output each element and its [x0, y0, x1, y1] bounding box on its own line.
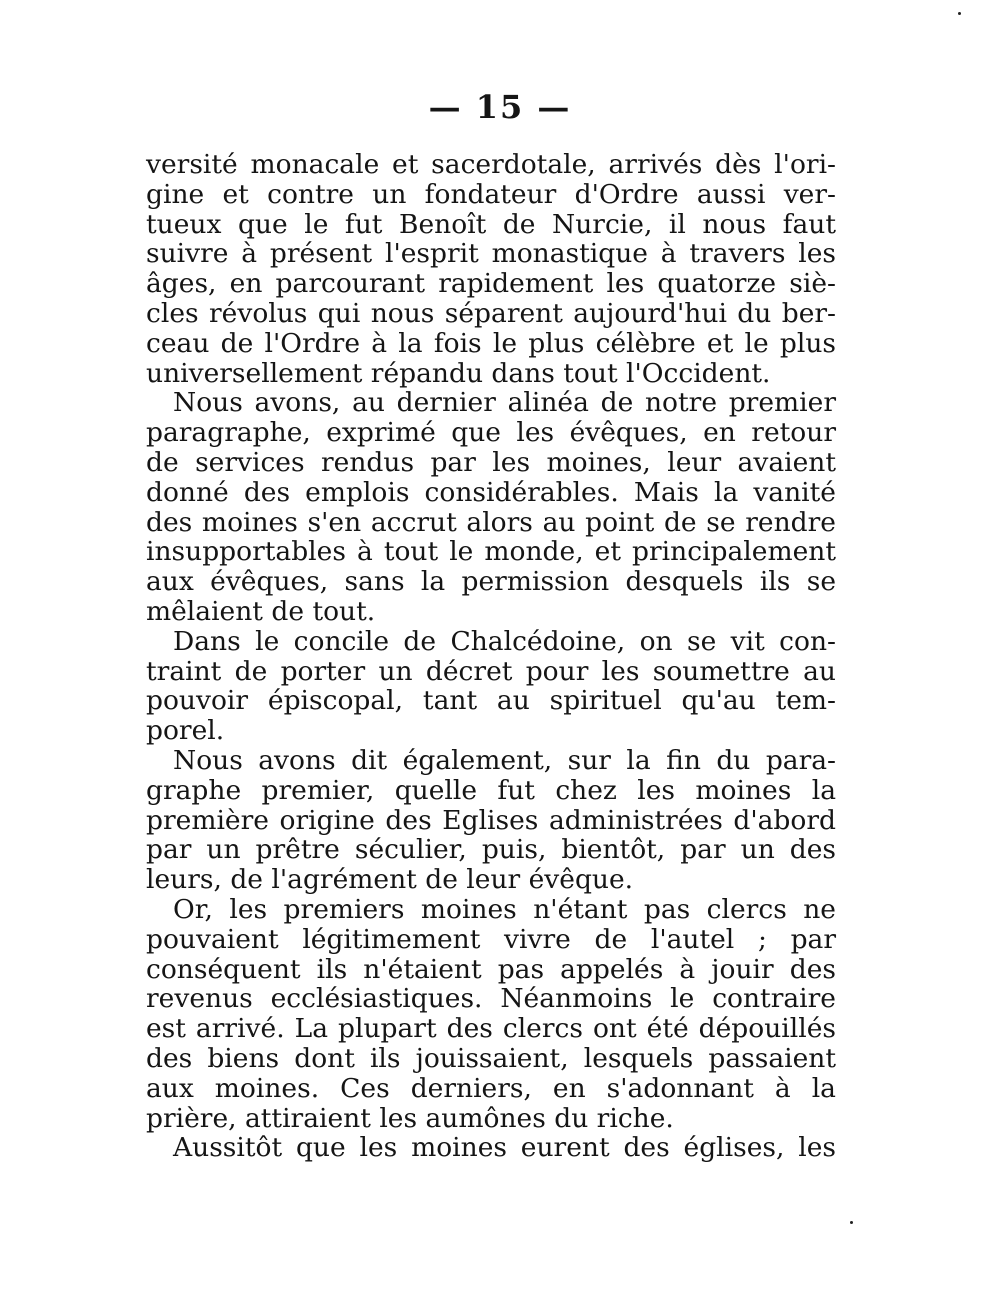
- text-line: graphe premier, quelle fut chez les moines la: [146, 774, 836, 806]
- text-line: suivre à présent l'esprit monastique à travers les: [146, 238, 836, 270]
- text-line: Aussitôt que les moines eurent des églises, les: [173, 1132, 836, 1164]
- ink-speck: [850, 1221, 853, 1224]
- text-line: première origine des Eglises administrées d'abord: [146, 804, 836, 836]
- text-line: donné des emplois considérables. Mais la vanité: [146, 476, 836, 508]
- text-line: Dans le concile de Chalcédoine, on se vit con-: [173, 625, 836, 657]
- text-line: paragraphe, exprimé que les évêques, en retour: [146, 417, 836, 449]
- text-line: est arrivé. La plupart des clercs ont été dépouillés: [146, 1013, 836, 1045]
- text-line: mêlaient de tout.: [146, 595, 376, 627]
- text-line: pouvaient légitimement vivre de l'autel ; par: [146, 923, 836, 955]
- text-line: versité monacale et sacerdotale, arrivés dès l'ori-: [146, 149, 836, 180]
- text-line: aux évêques, sans la permission desquels ils se: [146, 566, 836, 598]
- text-line: revenus ecclésiastiques. Néanmoins le contraire: [146, 983, 836, 1015]
- text-line: âges, en parcourant rapidement les quatorze siè-: [146, 268, 836, 300]
- text-line: insupportables à tout le monde, et principalement: [146, 536, 836, 568]
- text-line: des moines s'en accrut alors au point de se rendre: [146, 506, 836, 538]
- body-text: [146, 150, 836, 1163]
- text-line: par un prêtre séculier, puis, bientôt, par un des: [146, 834, 836, 866]
- text-line: Or, les premiers moines n'étant pas clercs ne: [173, 893, 836, 925]
- text-line: tueux que le fut Benoît de Nurcie, il nous faut: [146, 208, 836, 240]
- text-line: Nous avons, au dernier alinéa de notre premier: [173, 387, 836, 419]
- text-line: Nous avons dit également, sur la fin du para-: [173, 744, 836, 776]
- text-line: de services rendus par les moines, leur avaient: [146, 446, 836, 478]
- text-line: prière, attiraient les aumônes du riche.: [146, 1102, 674, 1134]
- text-line: leurs, de l'agrément de leur évêque.: [146, 864, 634, 896]
- text-line: porel.: [146, 715, 225, 747]
- text-line: pouvoir épiscopal, tant au spirituel qu'au tem-: [146, 685, 836, 717]
- text-line: traint de porter un décret pour les soumettre au: [146, 655, 836, 687]
- text-line: cles révolus qui nous séparent aujourd'hui du ber-: [146, 297, 836, 329]
- ink-speck: [958, 12, 961, 15]
- text-line: des biens dont ils jouissaient, lesquels passaient: [146, 1042, 836, 1074]
- text-line: gine et contre un fondateur d'Ordre aussi ver-: [146, 178, 836, 210]
- text-line: universellement répandu dans tout l'Occident.: [146, 357, 771, 389]
- page-number: — 15 —: [428, 88, 572, 126]
- text-line: ceau de l'Ordre à la fois le plus célèbre et le plus: [146, 327, 836, 359]
- text-line: aux moines. Ces derniers, en s'adonnant à la: [146, 1072, 836, 1104]
- text-line: conséquent ils n'étaient pas appelés à jouir des: [146, 953, 836, 985]
